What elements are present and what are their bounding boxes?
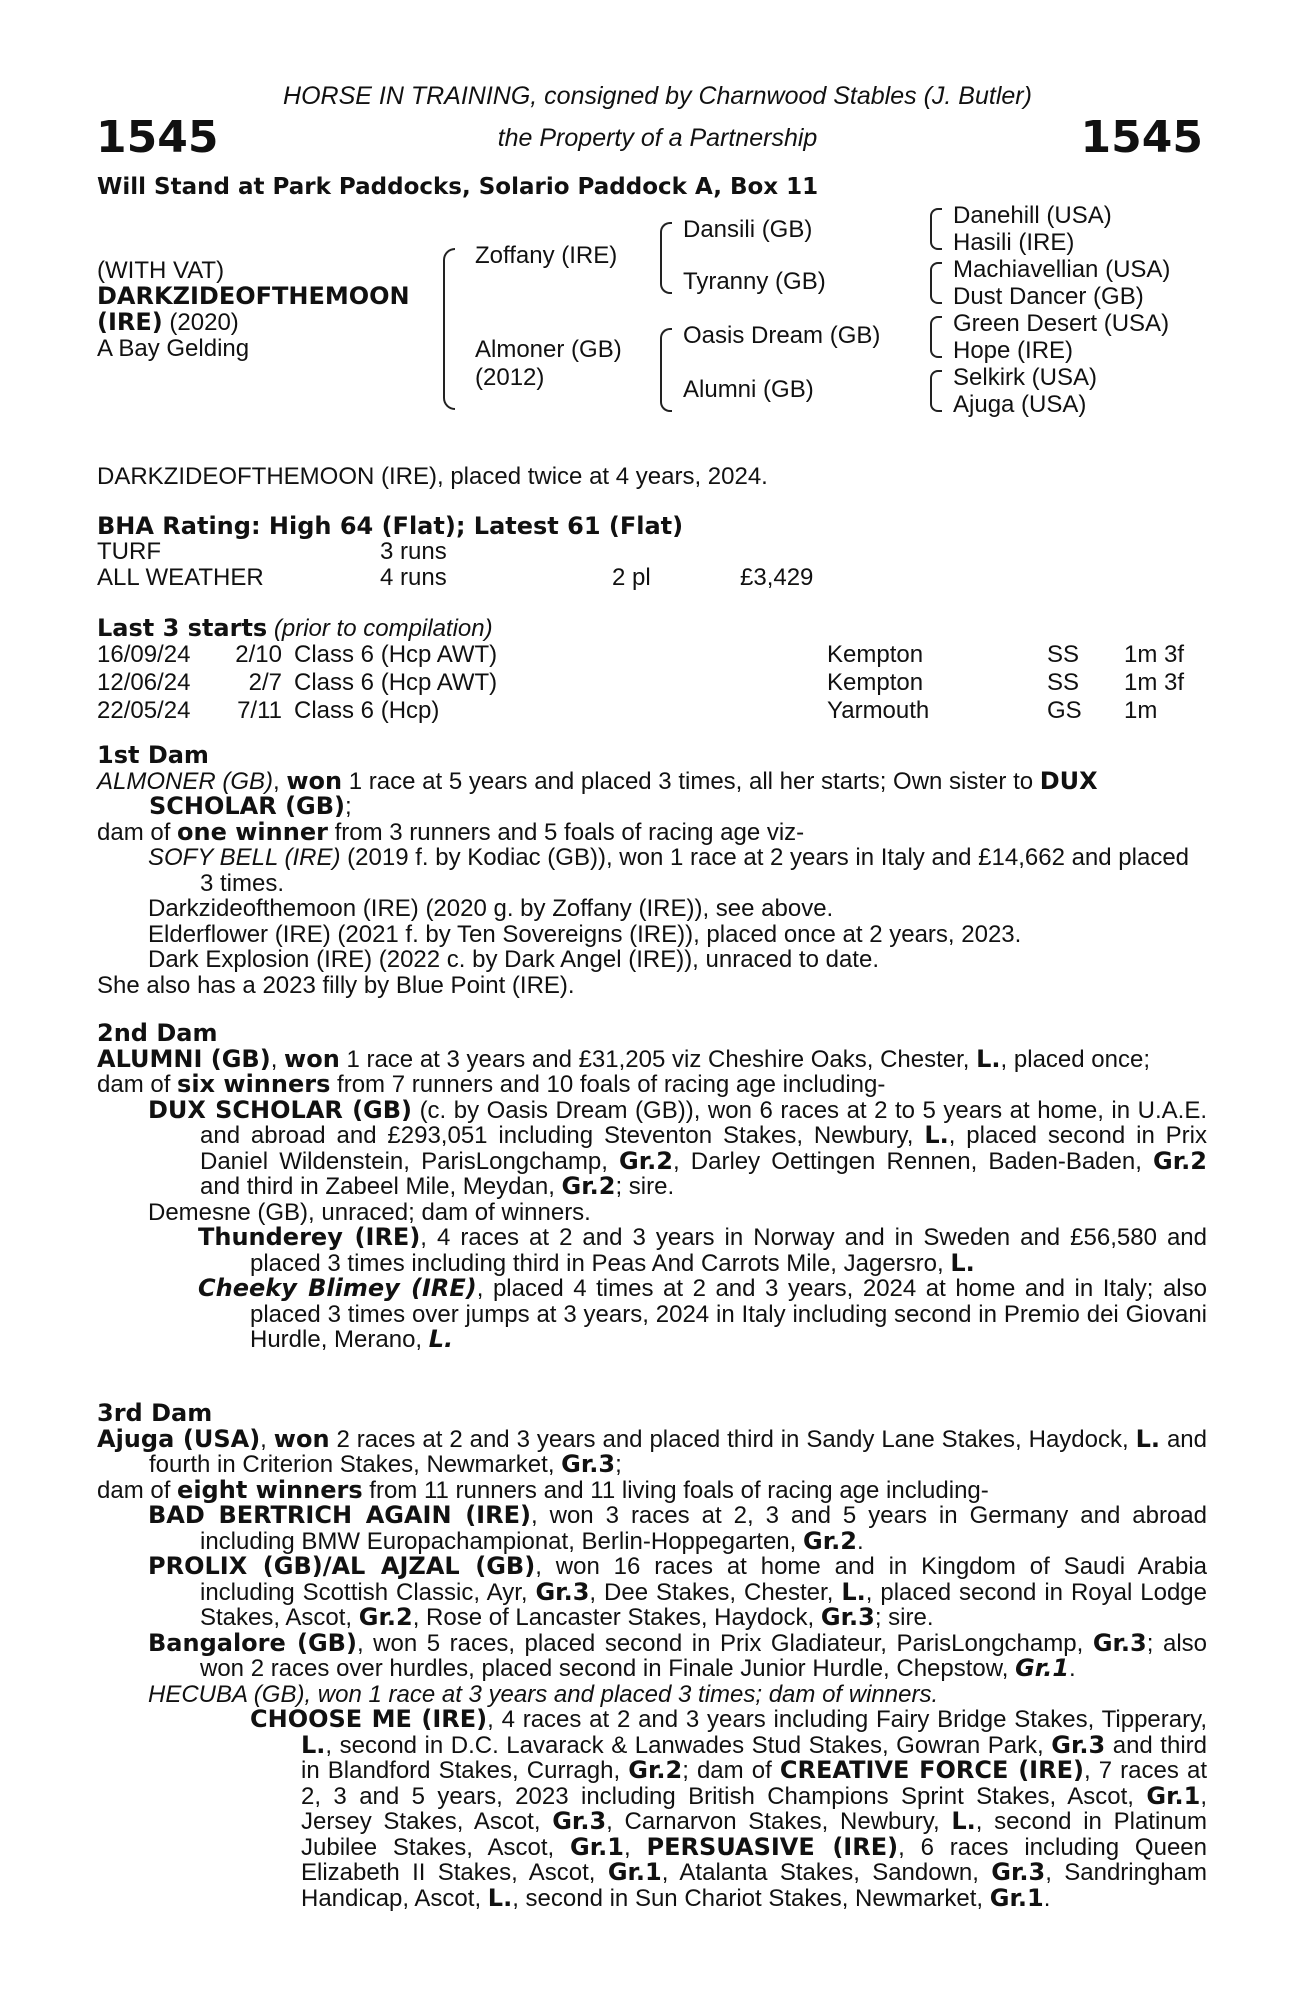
produce-text: , placed second in Prix Daniel Wildenstein, ParisLongchamp, [200,1122,1208,1175]
start-date: 12/06/24 [97,669,191,696]
first-dam-text-end: ; [345,793,352,820]
start-going: GS [1047,697,1082,724]
record-text: , placed once; [1000,1045,1150,1073]
turf-runs: 3 runs [380,538,447,565]
produce-text: ; sire. [615,1173,675,1200]
winners-count: eight winners [177,1475,363,1504]
produce-item [97,1225,1207,1276]
produce-name: Cheeky Blimey (IRE) [198,1274,477,1302]
produce-text: , second in Platinum Jubilee Stakes, Ascot, [301,1808,1207,1861]
group-label: Gr.2 [561,1172,616,1200]
horse-name-text: DARKZIDEOFTHEMOON [97,282,410,310]
bha-rating: BHA Rating: High 64 (Flat); Latest 61 (Flat) [97,512,684,540]
produce-text: , [623,1833,647,1861]
produce-text: . [1043,1884,1051,1912]
produce-item [97,1095,1208,1200]
produce-name: PERSUASIVE (IRE) [646,1832,899,1861]
listed-label: L. [428,1325,454,1353]
turf-label: TURF [97,538,161,565]
start-position: 7/11 [237,697,282,724]
second-dam-record: ALUMNI (GB), won 1 race at 3 years and £31,205 viz Cheshire Oaks, Chester, L., placed once; [97,1044,1150,1073]
pedigree-g4: Dust Dancer (GB) [953,283,1144,310]
produce-text: , second in Sun Chariot Stakes, Newmarket, [512,1884,990,1912]
produce-text: , Jersey Stakes, Ascot, [301,1782,1207,1835]
dam-of-suffix: from 3 runners and 5 foals of racing age viz- [327,818,805,846]
produce-text: , Carnarvon Stakes, Newbury, [606,1808,952,1835]
table-row [97,641,1184,669]
race-summary: DARKZIDEOFTHEMOON (IRE), placed twice at 4 years, 2024. [97,463,768,490]
produce-item [97,845,1207,896]
first-dam-text: 1 race at 5 years and placed 3 times, all her starts; Own sister to [342,767,1040,795]
pedigree-dam-sire: Oasis Dream (GB) [683,322,881,349]
horse-description: A Bay Gelding [97,335,250,362]
pedigree-brace-g4 [930,370,942,412]
start-course: Kempton [827,641,924,668]
pedigree-sire: Zoffany (IRE) [475,242,618,269]
pedigree-brace-g1 [930,208,942,250]
first-dam-record: ALMONER (GB), won 1 race at 5 years and placed 3 times, all her starts; Own sister to DUX SCHOLAR (GB); [97,766,1098,820]
start-position: 2/10 [235,641,282,668]
group-label: Gr.1 [989,1883,1044,1912]
dam-of-prefix: dam of [97,1071,178,1098]
pedigree-g8: Ajuga (USA) [953,391,1087,418]
group-label: Gr.3 [1051,1730,1106,1759]
produce-text: , 7 races at 2, 3 and 5 years, 2023 including British Champions Sprint Stakes, Ascot, [301,1757,1207,1810]
start-date: 22/05/24 [97,697,191,724]
produce-text: (c. by Oasis Dream (GB)), won 6 races at 2 to 5 years at home, in U.A.E. and abroad and £293,051 including Steventon Stakes, Newbury, [200,1096,1207,1149]
produce-text: , won 16 races at home and in Kingdom of Saudi Arabia including Scottish Classic, Ayr, [200,1553,1208,1606]
produce-item: HECUBA (GB), won 1 race at 3 years and placed 3 times; dam of winners. [148,1680,939,1708]
group-label: Gr.3 [991,1858,1046,1886]
dam-of-prefix: dam of [97,818,178,846]
produce-text: , placed 4 times at 2 and 3 years, 2024 at home and in Italy; also placed 3 times over jumps at 3 years, 2024 in Italy including second in Premio dei Giovani Hurdle, Merano, [250,1275,1207,1353]
group-label: Gr.1 [607,1858,662,1886]
group-label: Gr.2 [358,1603,413,1631]
horse-country: (IRE) [97,308,163,336]
produce-text: , second in D.C. Lavarack & Lanwades Stud Stakes, Gowran Park, [325,1731,1052,1759]
dam-of-suffix: from 11 runners and 11 living foals of racing age including- [362,1476,989,1504]
listed-label: L. [924,1121,949,1149]
group-label: Gr.2 [1153,1146,1207,1175]
third-dam-name: Ajuga (USA) [97,1424,261,1453]
listed-label: L. [951,1807,976,1835]
group-label: Gr.3 [820,1603,875,1631]
sister-name: DUX SCHOLAR (GB) [149,766,1098,820]
pedigree-brace-g3 [930,316,942,358]
produce-item [97,1707,1207,1911]
record-text: 1 race at 3 years and £31,205 viz Cheshire Oaks, Chester, [339,1045,977,1073]
dam-of-suffix: from 7 runners and 10 foals of racing age including- [330,1071,886,1098]
table-row [97,669,1184,697]
won-label: won [284,1044,340,1073]
horse-name [97,284,410,310]
third-dam-produce-summary [97,1475,1207,1504]
pedigree-brace-sire [660,222,672,294]
produce-text: (2019 f. by Kodiac (GB)), won 1 race at 2 years in Italy and £14,662 and placed 3 times. [200,844,1190,897]
group-label: Gr.3 [535,1577,590,1606]
produce-name: SOFY BELL (IRE) [148,844,341,871]
produce-item [97,1628,1207,1682]
produce-text: , Rose of Lancaster Stakes, Haydock, [412,1604,821,1631]
pedigree-g5: Green Desert (USA) [953,310,1170,337]
pedigree-brace-main [443,248,455,410]
start-class: Class 6 (Hcp AWT) [294,641,498,668]
vat-label: (WITH VAT) [97,257,225,284]
won-label: won [286,766,343,795]
produce-text: ; dam of [682,1757,780,1784]
listed-label: L. [1135,1424,1161,1453]
first-dam-section [97,743,1207,998]
start-going: SS [1047,669,1080,696]
pedigree-g6: Hope (IRE) [953,337,1074,364]
aw-placed: 2 pl [612,564,651,591]
first-dam-name: ALMONER (GB) [97,767,274,795]
property-line: the Property of a Partnership [497,124,818,152]
produce-text: , 4 races at 2 and 3 years including Fairy Bridge Stakes, Tipperary, [487,1706,1207,1733]
start-class: Class 6 (Hcp) [294,697,440,724]
produce-text: , won 5 races, placed second in Prix Gladiateur, ParisLongchamp, [356,1629,1093,1657]
produce-text: , Sandringham Handicap, Ascot, [301,1859,1207,1912]
group-label: Gr.3 [561,1450,616,1478]
group-label: Gr.2 [619,1146,673,1175]
second-dam-heading: 2nd Dam [97,1019,218,1047]
second-dam-section [97,1021,1207,1353]
group-label: Gr.1 [570,1832,624,1861]
start-course: Yarmouth [827,697,930,724]
consignment-line: HORSE IN TRAINING, consigned by Charnwood Stables (J. Butler) [283,82,1032,110]
second-dam-name: ALUMNI (GB) [97,1044,271,1073]
produce-name: Thunderey (IRE) [198,1223,421,1251]
pedigree-dam-dam: Alumni (GB) [683,376,814,403]
produce-text: , Dee Stakes, Chester, [589,1578,842,1606]
start-distance: 1m 3f [1124,641,1185,668]
group-label: Gr.2 [628,1756,683,1784]
produce-name: Bangalore (GB) [148,1628,357,1657]
winners-count: six winners [177,1070,331,1098]
first-dam-produce-summary [97,817,1207,846]
listed-label: L. [487,1883,513,1912]
produce-name: CREATIVE FORCE (IRE) [779,1756,1084,1784]
produce-item: Darkzideofthemoon (IRE) (2020 g. by Zoffany (IRE)), see above. [148,895,834,922]
last-starts-title: Last 3 starts [97,614,268,642]
listed-label: L. [841,1577,866,1606]
start-class: Class 6 (Hcp AWT) [294,669,498,696]
pedigree-brace-g2 [930,262,942,304]
second-dam-produce-summary [97,1072,1207,1098]
produce-text: , Atalanta Stakes, Sandown, [661,1859,992,1886]
listed-label: L. [976,1044,1001,1073]
aw-prize: £3,429 [740,564,814,591]
produce-item: Dark Explosion (IRE) (2022 c. by Dark Angel (IRE)), unraced to date. [148,946,879,973]
produce-item: Demesne (GB), unraced; dam of winners. [148,1198,591,1226]
produce-text: , 4 races at 2 and 3 years in Norway and in Sweden and £56,580 and placed 3 times including third in Peas And Carrots Mile, Jagersro, [250,1224,1207,1277]
group-label: Gr.3 [1092,1628,1147,1657]
winners-count: one winner [177,817,328,846]
pedigree-g3: Machiavellian (USA) [953,256,1171,283]
pedigree-g7: Selkirk (USA) [953,364,1098,391]
start-distance: 1m [1124,697,1158,724]
third-dam-record: Ajuga (USA), won 2 races at 2 and 3 years and placed third in Sandy Lane Stakes, Haydock, L. and fourth in Criterion Stakes, Newmarket, Gr.3; [97,1424,1207,1478]
produce-name: BAD BERTRICH AGAIN (IRE) [148,1501,531,1529]
produce-text: . [1069,1655,1076,1682]
horse-origin [97,310,239,336]
third-dam-heading: 3rd Dam [97,1399,213,1427]
start-course: Kempton [827,669,924,696]
produce-item [97,1503,1207,1554]
pedigree-sire-sire: Dansili (GB) [683,216,813,243]
start-distance: 1m 3f [1124,669,1185,696]
produce-item [97,1276,1207,1353]
produce-text: ; also won 2 races over hurdles, placed second in Finale Junior Hurdle, Chepstow, [200,1629,1207,1682]
horse-year: (2020) [169,309,239,336]
third-dam-section [97,1401,1207,1911]
record-text: ; [615,1451,622,1478]
produce-text: , won 3 races at 2, 3 and 5 years in Germany and abroad including BMW Europachampionat, Berlin-Hoppegarten, [200,1502,1207,1555]
produce-name: PROLIX (GB)/AL AJZAL (GB) [148,1552,536,1580]
record-text: and fourth in Criterion Stakes, Newmarket, [149,1425,1207,1478]
group-label: Gr.3 [552,1807,607,1835]
produce-name: CHOOSE ME (IRE) [250,1705,488,1733]
start-date: 16/09/24 [97,641,191,668]
last-starts-subtitle: (prior to compilation) [273,615,493,642]
produce-name: DUX SCHOLAR (GB) [148,1095,413,1124]
produce-text: . [856,1527,864,1555]
last-starts-heading [97,616,493,642]
group-label: Gr.1 [1015,1654,1070,1682]
pedigree-sire-dam: Tyranny (GB) [683,268,826,295]
produce-text: and third in Zabeel Mile, Meydan, [200,1173,562,1200]
produce-text: , 6 races including Queen Elizabeth II Stakes, Ascot, [301,1833,1207,1886]
produce-text: and third in Blandford Stakes, Curragh, [301,1731,1207,1784]
lot-number-left: 1545 [96,112,219,163]
table-row [97,697,1184,725]
produce-item: Elderflower (IRE) (2021 f. by Ten Sovereigns (IRE)), placed once at 2 years, 2023. [148,920,1022,948]
pedigree-dam-year: (2012) [475,364,545,391]
start-going: SS [1047,641,1080,668]
listed-label: L. [301,1730,326,1759]
produce-note: She also has a 2023 filly by Blue Point (IRE). [97,971,575,999]
dam-of-prefix: dam of [97,1476,178,1504]
produce-text: , Darley Oettingen Rennen, Baden-Baden, [672,1147,1154,1175]
listed-label: L. [950,1248,975,1277]
stand-location: Will Stand at Park Paddocks, Solario Paddock A, Box 11 [97,174,819,200]
pedigree-dam: Almoner (GB) [475,336,622,363]
group-label: Gr.2 [803,1526,857,1555]
start-position: 2/7 [248,669,282,696]
produce-text: ; sire. [874,1604,934,1631]
lot-number-right: 1545 [1080,112,1203,163]
aw-label: ALL WEATHER [97,564,264,591]
first-dam-heading: 1st Dam [97,741,209,769]
pedigree-g2: Hasili (IRE) [953,229,1075,256]
produce-text: , placed second in Royal Lodge Stakes, Ascot, [200,1578,1208,1631]
pedigree-g1: Danehill (USA) [953,202,1112,229]
pedigree-brace-dam [660,328,672,412]
produce-item [97,1554,1207,1631]
won-label: won [273,1424,330,1453]
record-text: 2 races at 2 and 3 years and placed third in Sandy Lane Stakes, Haydock, [329,1425,1136,1453]
group-label: Gr.1 [1146,1781,1201,1810]
last-starts-table [97,641,1184,725]
aw-runs: 4 runs [380,564,447,591]
